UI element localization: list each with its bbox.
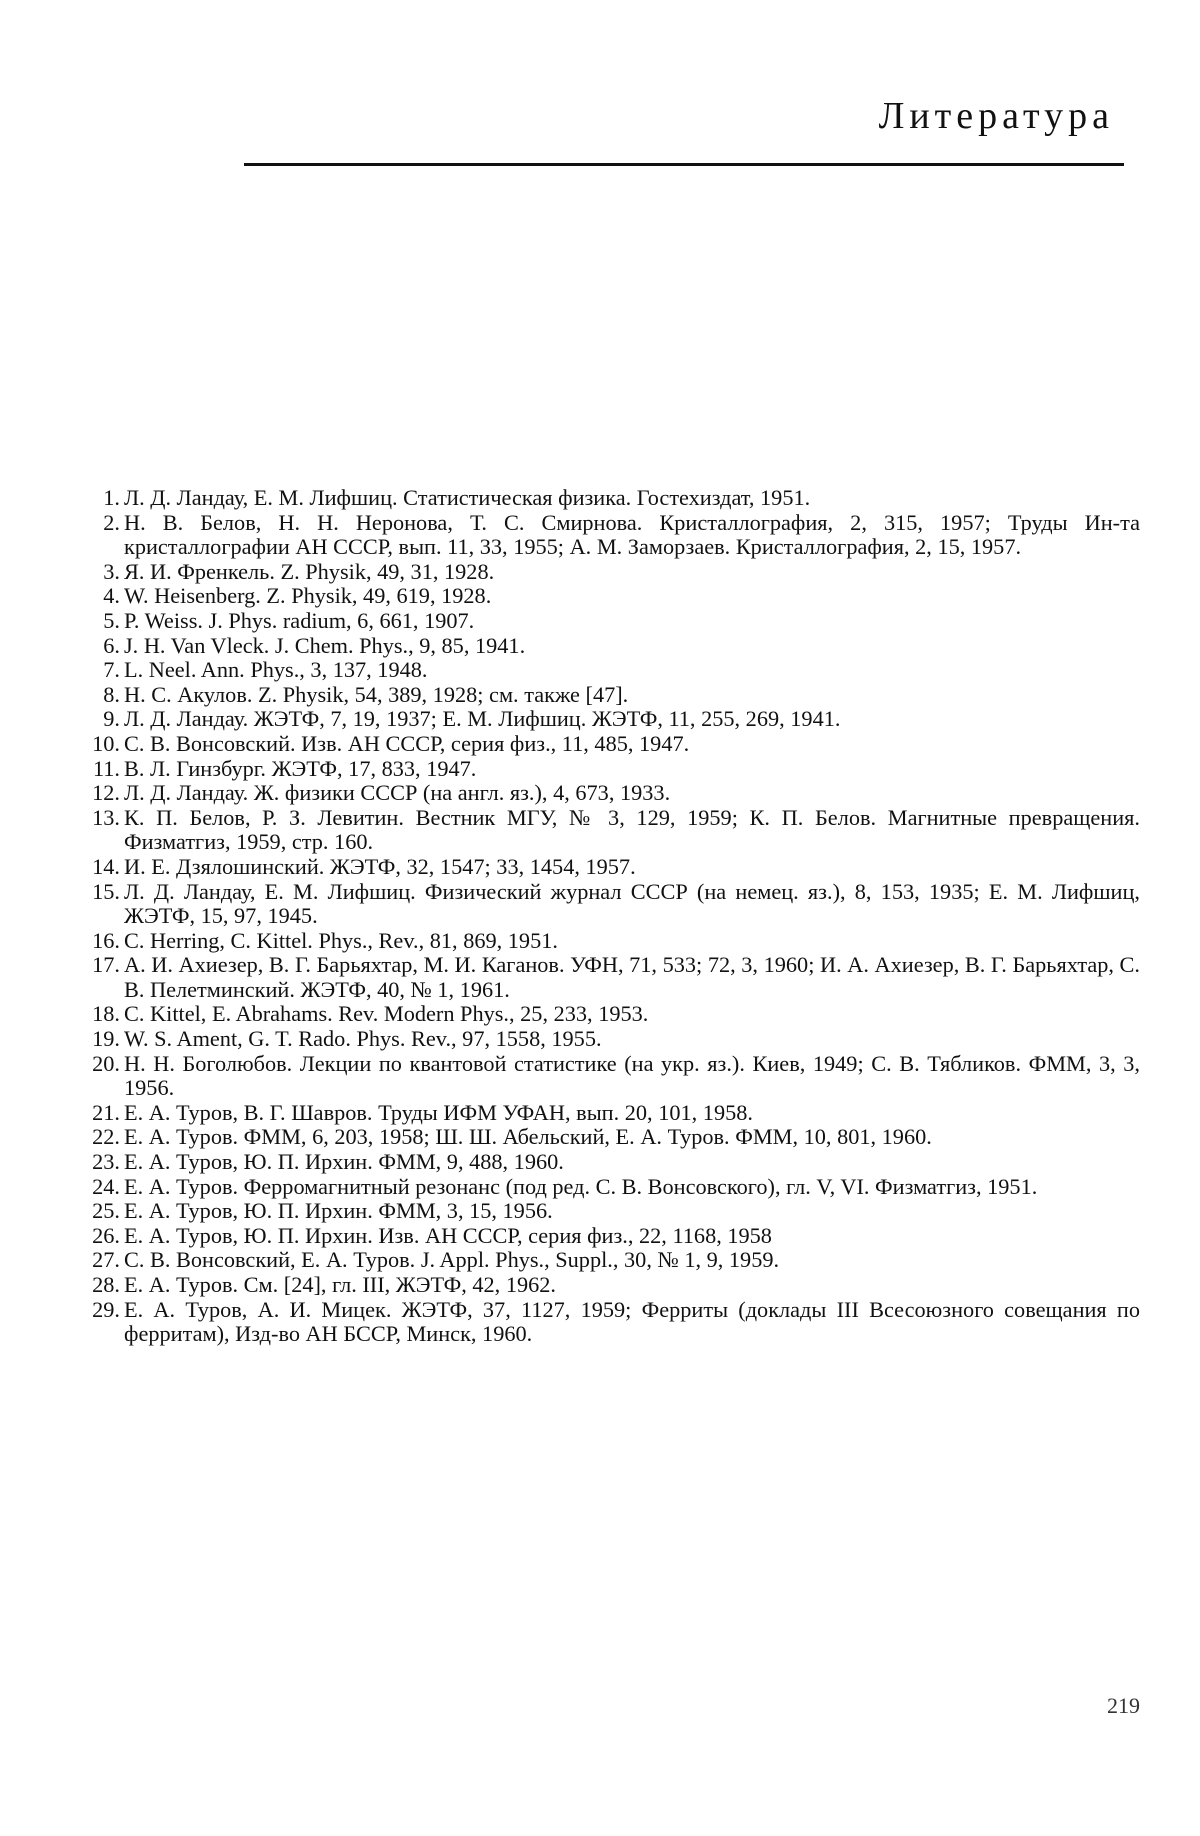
reference-text: Я. И. Френкель. Z. Physik, 49, 31, 1928. [124,558,495,584]
page-number: 219 [1107,1693,1140,1718]
reference-number: 20. [92,1050,120,1076]
reference-text: Л. Д. Ландау. Ж. физики СССР (на англ. яз.), 4, 673, 1933. [124,780,671,806]
reference-number: 2. [103,509,120,535]
reference-list [76,486,1140,1347]
reference-number: 3. [103,558,120,584]
reference-number: 9. [103,706,120,732]
reference-item [76,781,1140,806]
reference-item [76,929,1140,954]
reference-number: 22. [92,1124,120,1150]
reference-number: 23. [92,1149,120,1175]
reference-number: 17. [92,952,120,978]
reference-item [76,486,1140,511]
reference-item [76,1150,1140,1175]
reference-number: 19. [92,1026,120,1052]
reference-number: 28. [92,1272,120,1297]
reference-item [76,1199,1140,1224]
reference-text: А. И. Ахиезер, В. Г. Барьяхтар, М. И. Каганов. УФН, 71, 533; 72, 3, 1960; И. А. Ахиезер, В. Г. Барьяхтар, С. В. Пелетминский. ЖЭТФ, 40, № 1, 1961. [124,952,1140,1002]
reference-number: 4. [103,583,120,609]
reference-item [76,609,1140,634]
reference-text: И. Е. Дзялошинский. ЖЭТФ, 32, 1547; 33, 1454, 1957. [124,853,636,879]
reference-item [76,707,1140,732]
reference-item [76,855,1140,880]
reference-number: 24. [92,1173,120,1199]
reference-text: Е. А. Туров, Ю. П. Ирхин. Изв. АН СССР, серия физ., 22, 1168, 1958 [124,1222,772,1248]
reference-item [76,560,1140,585]
page-title: Литература [878,95,1114,137]
reference-item [76,757,1140,782]
reference-number: 16. [92,927,120,953]
reference-number: 6. [103,632,120,658]
reference-number: 21. [92,1099,120,1125]
reference-text: Н. С. Акулов. Z. Physik, 54, 389, 1928; см. также [47]. [124,681,629,707]
reference-number: 15. [92,878,120,904]
reference-item [76,1125,1140,1150]
reference-text: С. В. Вонсовский. Изв. АН СССР, серия физ., 11, 485, 1947. [124,730,690,756]
reference-text: Е. А. Туров, Ю. П. Ирхин. ФММ, 3, 15, 1956. [124,1198,553,1224]
reference-item [76,1248,1140,1273]
reference-item [76,584,1140,609]
reference-number: 26. [92,1222,120,1248]
reference-item [76,1052,1140,1101]
reference-number: 29. [92,1296,120,1322]
reference-text: Е. А. Туров, В. Г. Шавров. Труды ИФМ УФАН, вып. 20, 101, 1958. [124,1099,753,1125]
reference-text: С. В. Вонсовский, Е. А. Туров. J. Appl. Phys., Suppl., 30, № 1, 9, 1959. [124,1247,780,1273]
reference-text: J. H. Van Vleck. J. Chem. Phys., 9, 85, 1941. [124,632,526,658]
reference-item [76,511,1140,560]
reference-text: Н. В. Белов, Н. Н. Неронова, Т. С. Смирнова. Кристаллография, 2, 315, 1957; Труды Ин-та кристаллографии АН СССР, вып. 11, 33, 1955; А. М. Заморзаев. Кристаллография, 2, 15, 1957. [124,509,1140,560]
reference-number: 12. [92,780,120,806]
reference-number: 14. [92,853,120,879]
reference-text: Л. Д. Ландау, Е. М. Лифшиц. Статистическая физика. Гостехиздат, 1951. [124,485,811,510]
reference-item [76,1175,1140,1200]
reference-text: Л. Д. Ландау. ЖЭТФ, 7, 19, 1937; Е. М. Лифшиц. ЖЭТФ, 11, 255, 269, 1941. [124,706,841,732]
reference-text: L. Neel. Ann. Phys., 3, 137, 1948. [124,657,428,683]
reference-text: К. П. Белов, Р. З. Левитин. Вестник МГУ, № 3, 129, 1959; К. П. Белов. Магнитные превращения. Физматгиз, 1959, стр. 160. [124,804,1140,855]
reference-item [76,683,1140,708]
reference-number: 7. [103,657,120,683]
reference-number: 18. [92,1001,120,1027]
reference-text: Е. А. Туров, Ю. П. Ирхин. ФММ, 9, 488, 1960. [124,1149,564,1175]
reference-number: 25. [92,1198,120,1224]
reference-item [76,880,1140,929]
reference-text: C. Kittel, E. Abrahams. Rev. Modern Phys., 25, 233, 1953. [124,1001,649,1027]
reference-text: Е. А. Туров. Ферромагнитный резонанс (под ред. С. В. Вонсовского), гл. V, VI. Физматгиз, 1951. [124,1173,1038,1199]
reference-number: 5. [103,607,120,633]
reference-number: 1. [103,485,120,510]
reference-number: 11. [92,755,120,781]
reference-item [76,1027,1140,1052]
reference-text: C. Herring, C. Kittel. Phys., Rev., 81, 869, 1951. [124,927,558,953]
reference-item [76,1273,1140,1298]
reference-item [76,806,1140,855]
reference-item [76,658,1140,683]
reference-item [76,634,1140,659]
reference-number: 13. [92,804,120,830]
reference-number: 27. [92,1247,120,1273]
reference-text: Е. А. Туров, А. И. Мицек. ЖЭТФ, 37, 1127, 1959; Ферриты (доклады III Всесоюзного совещания по ферритам), Изд-во АН БССР, Минск, 1960. [124,1296,1140,1347]
reference-text: В. Л. Гинзбург. ЖЭТФ, 17, 833, 1947. [124,755,477,781]
reference-item [76,1002,1140,1027]
reference-item [76,1224,1140,1249]
reference-item [76,1298,1140,1347]
title-rule [244,163,1124,166]
reference-text: W. S. Ament, G. T. Rado. Phys. Rev., 97, 1558, 1955. [124,1026,602,1052]
reference-text: Е. А. Туров. ФММ, 6, 203, 1958; Ш. Ш. Абельский, Е. А. Туров. ФММ, 10, 801, 1960. [124,1124,932,1150]
reference-text: Л. Д. Ландау, Е. М. Лифшиц. Физический журнал СССР (на немец. яз.), 8, 153, 1935; Е. М. Лифшиц, ЖЭТФ, 15, 97, 1945. [124,878,1140,929]
reference-text: Е. А. Туров. См. [24], гл. III, ЖЭТФ, 42, 1962. [124,1272,556,1297]
reference-text: Н. Н. Боголюбов. Лекции по квантовой статистике (на укр. яз.). Киев, 1949; С. В. Тябликов. ФММ, 3, 3, 1956. [124,1050,1140,1101]
reference-item [76,953,1140,1002]
reference-text: W. Heisenberg. Z. Physik, 49, 619, 1928. [124,583,492,609]
reference-item [76,1101,1140,1126]
reference-item [76,732,1140,757]
reference-text: P. Weiss. J. Phys. radium, 6, 661, 1907. [124,607,475,633]
reference-number: 8. [103,681,120,707]
reference-number: 10. [92,730,120,756]
